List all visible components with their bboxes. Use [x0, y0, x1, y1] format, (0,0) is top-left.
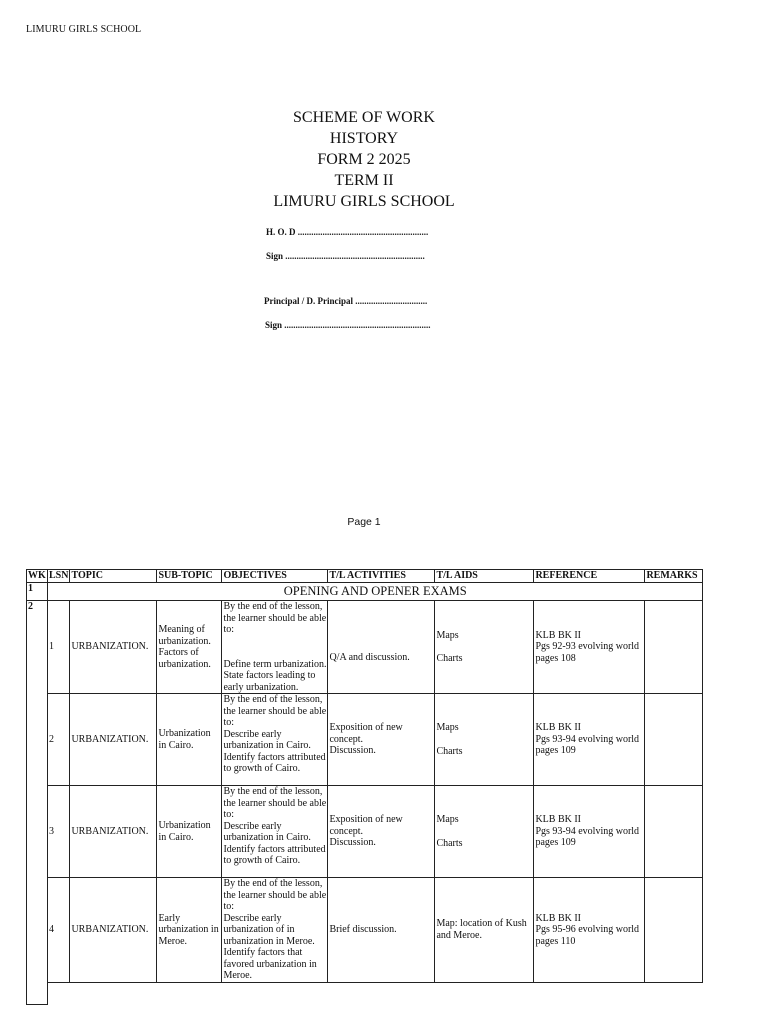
- table-row: [27, 601, 703, 694]
- hod-line: H. O. D ..........................................................: [266, 227, 429, 237]
- header-school-name: LIMURU GIRLS SCHOOL: [26, 24, 142, 35]
- page-number: Page 1: [347, 516, 381, 528]
- aid-gap: [436, 734, 532, 746]
- aid-item: Charts: [436, 653, 463, 664]
- lesson-aids: [435, 694, 534, 786]
- reference-book: KLB BK II: [535, 629, 582, 641]
- lesson-remarks: [645, 601, 703, 694]
- header-subtopic: SUB-TOPIC: [157, 570, 222, 583]
- lesson-topic: URBANIZATION.: [70, 694, 157, 786]
- lesson-subtopic: Meaning of urbanization. Factors of urbanization.: [157, 601, 222, 694]
- activity-item: Discussion.: [329, 837, 376, 849]
- lesson-remarks: [645, 694, 703, 786]
- table-row: [27, 694, 703, 786]
- lesson-topic: URBANIZATION.: [70, 601, 157, 694]
- reference-pages: Pgs 92-93 evolving world pages 108: [535, 641, 640, 664]
- header-remarks: REMARKS: [645, 570, 703, 583]
- objective-lead: By the end of the lesson, the learner should be able to:: [223, 694, 327, 728]
- lesson-aids: [435, 786, 534, 878]
- lesson-aids: Map: location of Kush and Meroe.: [435, 878, 534, 983]
- table-row-week1: [27, 583, 703, 601]
- lesson-number: 2: [48, 694, 70, 786]
- header-wk: WK: [28, 570, 46, 582]
- activity-item: Exposition of new concept.: [329, 814, 403, 837]
- principal-sign-line: Sign .................................................................: [265, 320, 431, 330]
- aid-item: Maps: [436, 814, 459, 825]
- table-row: [27, 786, 703, 878]
- lesson-reference: [534, 878, 645, 983]
- title-line-school: LIMURU GIRLS SCHOOL: [273, 193, 455, 210]
- objective-item: Identify factors that favored urbanization in Meroe.: [223, 947, 317, 981]
- title-line-term: TERM II: [334, 172, 394, 189]
- lesson-reference: [534, 601, 645, 694]
- objective-item: Define term urbanization.: [223, 658, 327, 670]
- objective-spacer: [223, 636, 326, 659]
- lesson-number: 3: [48, 786, 70, 878]
- reference-pages: Pgs 95-96 evolving world pages 110: [535, 924, 640, 947]
- lesson-remarks: [645, 878, 703, 983]
- header-reference: REFERENCE: [534, 570, 645, 583]
- lesson-objectives: [222, 694, 328, 786]
- reference-book: KLB BK II: [535, 912, 582, 924]
- lesson-activities: [328, 786, 435, 878]
- activity-item: Discussion.: [329, 745, 376, 757]
- lesson-reference: [534, 786, 645, 878]
- objective-lead: By the end of the lesson, the learner should be able to:: [223, 786, 327, 820]
- lesson-subtopic: Urbanization in Cairo.: [157, 786, 222, 878]
- lesson-topic: URBANIZATION.: [70, 878, 157, 983]
- header-aids: T/L AIDS: [435, 570, 534, 583]
- lesson-subtopic: Urbanization in Cairo.: [157, 694, 222, 786]
- aid-item: Maps: [436, 722, 459, 733]
- aid-item: Charts: [436, 837, 463, 849]
- title-line-subject: HISTORY: [329, 130, 399, 147]
- lesson-objectives: [222, 878, 328, 983]
- title-line-scheme: SCHEME OF WORK: [293, 109, 435, 126]
- reference-book: KLB BK II: [535, 722, 582, 734]
- objective-item: Identify factors attributed to growth of Cairo.: [223, 843, 326, 866]
- continuation-cell: [48, 982, 703, 1005]
- header-activities: T/L ACTIVITIES: [328, 570, 435, 583]
- activity-item: Exposition of new concept.: [329, 722, 403, 745]
- objective-item: Describe early urbanization of in urbanization in Meroe.: [223, 912, 315, 947]
- objective-item: Identify factors attributed to growth of Cairo.: [223, 751, 326, 774]
- aid-gap: [436, 826, 532, 838]
- lesson-subtopic: Early urbanization in Meroe.: [157, 878, 222, 983]
- table-header-row: [27, 570, 703, 583]
- week2-number: 2: [27, 601, 48, 1005]
- aid-item: Charts: [436, 745, 463, 757]
- table-row: [27, 878, 703, 983]
- header-objectives: OBJECTIVES: [222, 570, 328, 583]
- lesson-activities: Brief discussion.: [328, 878, 435, 983]
- title-line-form: FORM 2 2025: [317, 151, 411, 168]
- reference-pages: Pgs 93-94 evolving world pages 109: [535, 825, 640, 849]
- lesson-activities: Q/A and discussion.: [328, 601, 435, 694]
- header-lsn: LSN: [49, 570, 69, 582]
- objective-item: Describe early urbanization in Cairo.: [223, 820, 311, 843]
- principal-line: Principal / D. Principal ................................: [264, 296, 428, 306]
- hod-sign-line: Sign ..............................................................: [266, 251, 425, 261]
- week1-number: 1: [27, 583, 48, 601]
- lesson-reference: [534, 694, 645, 786]
- table-row-continuation: [27, 982, 703, 1005]
- objective-lead: By the end of the lesson, the learner should be able to:: [223, 878, 327, 912]
- document-title: [0, 107, 728, 212]
- objective-item: Describe early urbanization in Cairo.: [223, 728, 311, 751]
- lesson-number: 4: [48, 878, 70, 983]
- lesson-number: 1: [48, 601, 70, 694]
- aid-gap: [436, 641, 532, 653]
- week1-banner: OPENING AND OPENER EXAMS: [48, 583, 703, 601]
- lesson-remarks: [645, 786, 703, 878]
- objective-lead: By the end of the lesson, the learner should be able to:: [223, 601, 327, 635]
- lesson-topic: URBANIZATION.: [70, 786, 157, 878]
- reference-book: KLB BK II: [535, 814, 582, 826]
- lesson-objectives: [222, 601, 328, 694]
- lesson-activities: [328, 694, 435, 786]
- lesson-aids: [435, 601, 534, 694]
- lesson-objectives: [222, 786, 328, 878]
- aid-item: Maps: [436, 629, 459, 641]
- header-topic: TOPIC: [70, 570, 157, 583]
- reference-pages: Pgs 93-94 evolving world pages 109: [535, 733, 640, 757]
- scheme-table: [26, 569, 703, 1005]
- objective-item: State factors leading to early urbanization.: [223, 670, 316, 693]
